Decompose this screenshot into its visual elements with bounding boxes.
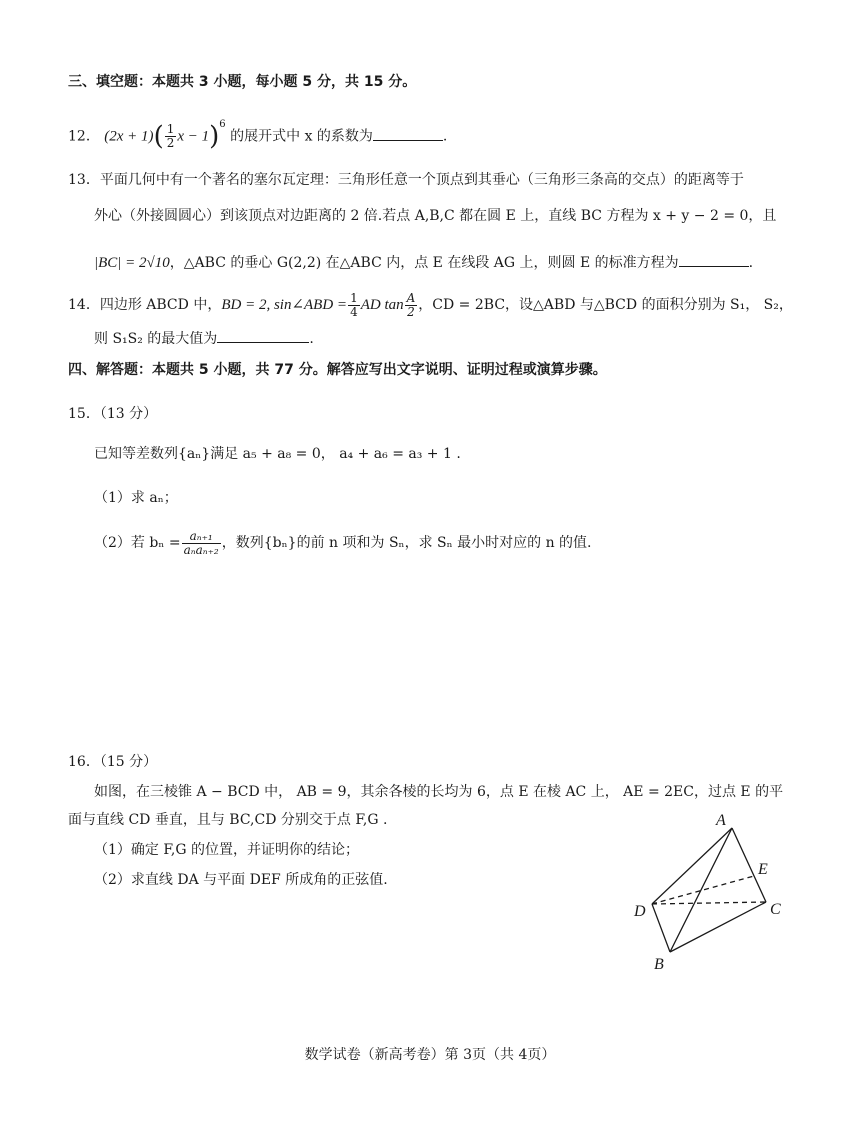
question-15-part-2 bbox=[94, 527, 592, 559]
section-3-heading: 三、填空题：本题共 3 小题，每小题 5 分，共 15 分。 bbox=[68, 74, 417, 90]
vertex-label-A: A bbox=[716, 812, 726, 829]
question-15-number: 15．（13 分） bbox=[68, 406, 158, 422]
question-15-part-1: （1）求 aₙ； bbox=[94, 490, 178, 506]
q14-end: . bbox=[309, 331, 314, 347]
vertex-label-D: D bbox=[634, 903, 646, 920]
q12-frac-num: 1 bbox=[166, 122, 175, 137]
q14-frac-num: 1 bbox=[350, 290, 358, 305]
question-16-line-1: 如图，在三棱锥 A − BCD 中， AB = 9，其余各棱的长均为 6，点 E 在棱 AC 上， AE = 2EC，过点 E 的平 bbox=[94, 784, 784, 800]
question-12: 12． (2x + 1)( $\frac{1}{2}$ x − 1)$^6$ 的展开式中 x 的系数为 . bbox=[68, 119, 448, 152]
tetrahedron-figure bbox=[620, 800, 800, 980]
q14-text-a: 四边形 ABCD 中， bbox=[99, 297, 222, 313]
question-16-line-2: 面与直线 CD 垂直，且与 BC,CD 分别交于点 F,G . bbox=[68, 812, 388, 828]
q13-bc-length: |BC| = 2√10 bbox=[94, 255, 170, 271]
page-footer: 数学试卷（新高考卷）第 3页（共 4页） bbox=[304, 1047, 556, 1063]
q12-frac-den: 2 bbox=[166, 136, 175, 151]
q15-part-2-b: ，数列{bₙ}的前 n 项和为 Sₙ，求 Sₙ 最小时对应的 n 的值. bbox=[221, 535, 592, 551]
vertex-label-B: B bbox=[654, 956, 664, 973]
q12-exponent: 6 bbox=[219, 119, 226, 130]
q12-answer-blank bbox=[373, 126, 443, 141]
q14-frac-den: 4 bbox=[350, 304, 358, 319]
question-13-line-1 bbox=[68, 170, 744, 190]
edge-BC bbox=[670, 902, 766, 952]
q13-line-1-text: 平面几何中有一个著名的塞尔瓦定理：三角形任意一个顶点到其垂心（三角形三条高的交点）的距离等于 bbox=[99, 172, 744, 188]
q14-text-b: ，CD = 2BC，设△ABD 与△BCD 的面积分别为 S₁， S₂， bbox=[418, 297, 793, 313]
q14-condition: BD = 2, sin∠ABD = bbox=[221, 297, 348, 313]
edge-DC-hidden bbox=[652, 902, 766, 904]
q13-end: . bbox=[748, 255, 754, 271]
section-4-heading: 四、解答题：本题共 5 小题，共 77 分。解答应写出文字说明、证明过程或演算步骤。 bbox=[68, 362, 607, 378]
q14-frac2-num: A bbox=[406, 290, 416, 305]
question-13-line-2: 外心（外接圆圆心）到该顶点对边距离的 2 倍.若点 A,B,C 都在圆 E 上，直线 BC 方程为 x + y − 2 = 0，且 bbox=[94, 208, 777, 224]
question-16-part-1: （1）确定 F,G 的位置，并证明你的结论； bbox=[94, 842, 359, 858]
edge-AD bbox=[652, 828, 732, 904]
edge-AB bbox=[670, 828, 732, 952]
q12-end: . bbox=[442, 128, 448, 145]
q15-frac-num: aₙ₊₁ bbox=[182, 530, 221, 544]
q14-answer-blank bbox=[217, 328, 309, 343]
question-16-number: 16．（15 分） bbox=[68, 754, 158, 770]
q15-frac-den: aₙaₙ₊₂ bbox=[183, 542, 219, 557]
q13-answer-blank bbox=[679, 252, 749, 267]
q14-line-2-text: 则 S₁S₂ 的最大值为 bbox=[94, 331, 218, 347]
q12-expr-a: (2x + 1) bbox=[104, 128, 154, 145]
edge-DB bbox=[652, 904, 670, 952]
question-12-number: 12． bbox=[68, 128, 100, 145]
vertex-label-C: C bbox=[770, 901, 781, 918]
question-13-number: 13． bbox=[68, 172, 100, 188]
question-14-number: 14． bbox=[68, 297, 100, 313]
point-label-E: E bbox=[758, 861, 768, 878]
q14-condition-b: AD tan bbox=[360, 297, 404, 313]
question-16-part-2: （2）求直线 DA 与平面 DEF 所成角的正弦值. bbox=[94, 872, 388, 888]
q12-text: 的展开式中 x 的系数为 bbox=[230, 128, 373, 145]
q13-line-3-text: ，△ABC 的垂心 G(2,2) 在△ABC 内，点 E 在线段 AG 上，则圆 E 的标准方程为 bbox=[169, 255, 679, 271]
question-14-line-1 bbox=[68, 290, 793, 320]
question-13-line-3 bbox=[94, 252, 753, 273]
question-15-given: 已知等差数列{aₙ}满足 a₅ + a₈ = 0， a₄ + a₆ = a₃ + 1 . bbox=[94, 446, 461, 462]
q15-part-2-a: （2）若 bₙ = bbox=[94, 535, 181, 551]
q14-frac2-den: 2 bbox=[407, 304, 415, 319]
question-14-line-2 bbox=[94, 328, 314, 349]
q12-expr-b: x − 1 bbox=[177, 128, 210, 145]
